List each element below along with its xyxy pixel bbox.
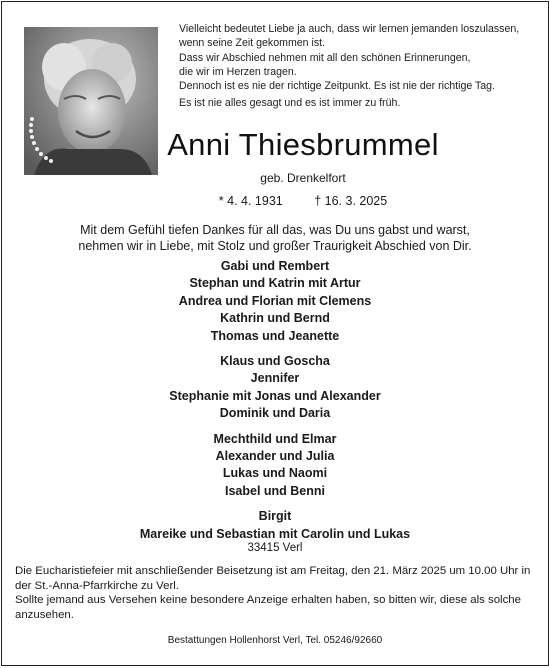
family-member: Thomas und Jeanette	[210, 328, 340, 343]
maiden-name: geb. Drenkelfort	[260, 171, 346, 185]
family-list	[2, 258, 548, 551]
family-member: Lukas und Naomi	[222, 466, 328, 481]
family-member: Stephanie mit Jonas und Alexander	[169, 388, 381, 403]
family-group	[2, 508, 548, 543]
poem-line: wenn seine Zeit gekommen ist.	[179, 37, 326, 50]
family-member: Stephan und Katrin mit Artur	[189, 276, 361, 291]
family-member: Jennifer	[250, 371, 300, 386]
deceased-name: Anni Thiesbrummel	[167, 127, 439, 162]
family-member: Gabi und Rembert	[220, 259, 330, 273]
family-member: Alexander und Julia	[215, 449, 335, 464]
family-member: Mareike und Sebastian mit Carolin und Lukas	[139, 526, 411, 541]
poem-line: Dennoch ist es nie der richtige Zeitpunkt. Es ist nie der richtige Tag.	[179, 80, 496, 93]
thanks-line: nehmen wir in Liebe, mit Stolz und großer Traurigkeit Abschied von Dir.	[78, 239, 472, 253]
thanks-line: Mit dem Gefühl tiefen Dankes für all das, was Du uns gabst und warst,	[80, 223, 470, 237]
family-group	[2, 431, 548, 501]
birth-date: * 4. 4. 1931	[218, 194, 283, 208]
undertaker-footer: Bestattungen Hollenhorst Verl, Tel. 05246/92660	[167, 635, 383, 646]
notice-info: Sollte jemand aus Versehen keine besondere Anzeige erhalten haben, so bitten wir, diese als solche anzusehen.	[15, 594, 521, 621]
poem-line: Vielleicht bedeutet Liebe ja auch, dass wir lernen jemanden loszulassen,	[179, 23, 520, 35]
obituary-notice	[1, 1, 549, 666]
death-date: † 16. 3. 2025	[314, 194, 388, 208]
poem-line: die wir im Herzen tragen.	[179, 65, 297, 78]
city: 33415 Verl	[247, 542, 303, 554]
family-member: Dominik und Daria	[219, 406, 331, 421]
family-member: Andrea und Florian mit Clemens	[178, 293, 372, 308]
poem-line: Dass wir Abschied nehmen mit all den schönen Erinnerungen,	[179, 51, 471, 64]
family-member: Kathrin und Bernd	[220, 311, 330, 326]
family-member: Mechthild und Elmar	[213, 431, 337, 446]
thanks-text	[2, 222, 548, 254]
poem	[179, 22, 539, 111]
funeral-info	[15, 564, 543, 622]
life-dates	[2, 194, 548, 208]
family-member: Isabel und Benni	[224, 483, 325, 498]
family-group	[2, 258, 548, 345]
family-member: Birgit	[258, 509, 292, 524]
family-member: Klaus und Goscha	[220, 354, 330, 369]
service-info: Die Eucharistiefeier mit anschließender Beisetzung ist am Freitag, den 21. März 2025 um 10.00 Uhr in der St.-Anna-Pfarrkirche zu Verl.	[15, 565, 531, 592]
poem-last-line: Es ist nie alles gesagt und es ist immer zu früh.	[179, 97, 401, 110]
family-group	[2, 353, 548, 423]
